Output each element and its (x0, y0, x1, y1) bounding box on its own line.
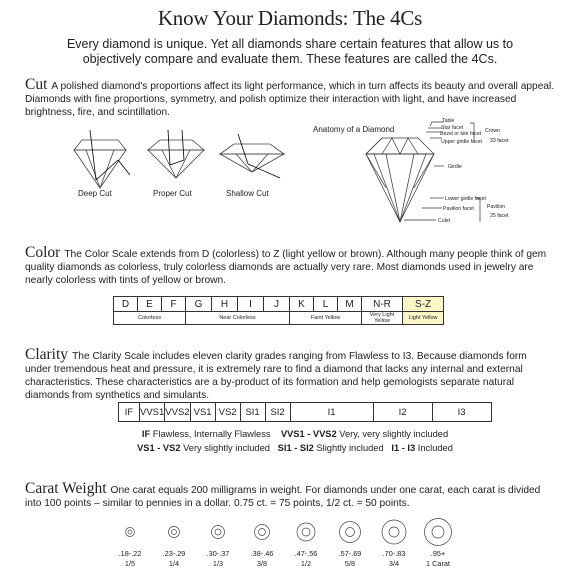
carat-fraction: 1/5 (124, 559, 136, 568)
color-group: Very Light Yellow (362, 312, 403, 325)
carat-fraction: 1/2 (300, 559, 312, 568)
clarity-grade: SI1 (240, 403, 265, 422)
carat-icon-8 (425, 519, 452, 546)
color-section (25, 246, 550, 287)
legend-desc: Very slightly included (183, 443, 270, 453)
carat-range: .70-.83 (382, 549, 406, 558)
legend-desc: Slightly included (316, 443, 384, 453)
carat-range: .57-.69 (338, 549, 362, 558)
carat-size (285, 549, 327, 569)
carat-size (329, 549, 371, 569)
carat-size-icons (110, 516, 480, 548)
carat-heading: Carat Weight (25, 480, 107, 497)
clarity-grade: VS2 (215, 403, 240, 422)
clarity-grade: I3 (432, 403, 491, 422)
carat-icon-5 (297, 523, 315, 541)
color-grade: N-R (362, 297, 403, 312)
page-title: Know Your Diamonds: The 4Cs (157, 6, 423, 30)
label-pavilion: Pavilion (487, 204, 506, 210)
shallow-cut-label: Shallow Cut (226, 189, 269, 198)
carat-fraction: 1/3 (212, 559, 224, 568)
label-pavilion-count: 25 facet (490, 213, 509, 219)
color-grade: F (162, 297, 186, 312)
deep-cut-icon (74, 130, 130, 188)
anatomy-title: Anatomy of a Diamond (313, 125, 395, 134)
carat-fraction: 1/4 (168, 559, 180, 568)
carat-range: .30-.37 (206, 549, 230, 558)
legend-desc: Flawless, Internally Flawless (152, 429, 271, 439)
legend-code: IF (141, 429, 151, 439)
carat-fraction: 3/8 (256, 559, 268, 568)
color-grade: D (114, 297, 138, 312)
label-star: Star facet (441, 125, 464, 131)
carat-range: .38-.46 (250, 549, 274, 558)
clarity-section (25, 348, 550, 402)
color-group: Near Colorless (186, 312, 290, 325)
clarity-grade: IF (119, 403, 140, 422)
label-upper-girdle: Upper girdle facet (441, 139, 482, 145)
legend-code: SI1 - SI2 (277, 443, 314, 453)
anatomy-diagram-icon (360, 118, 510, 230)
color-group: Light Yellow (403, 312, 444, 325)
color-grade: I (238, 297, 264, 312)
carat-range: .23-.29 (162, 549, 186, 558)
label-table: Table (442, 118, 455, 124)
color-text: The Color Scale extends from D (colorless) to Z (light yellow or brown). Although many people think of gem quality diamonds as colorless, truly colorless diamonds are actually very rare. Most diamonds used in jewelry are nearly colorless with tints of yellow or brown. (25, 249, 547, 286)
legend-code: I1 - I3 (391, 443, 416, 453)
label-girdle: Girdle (448, 164, 462, 170)
carat-icon-6 (340, 522, 361, 543)
clarity-scale-table (118, 402, 492, 422)
carat-range: .18-.22 (118, 549, 142, 558)
proper-cut-icon (148, 130, 204, 178)
legend-desc: Included (417, 443, 453, 453)
clarity-heading: Clarity (25, 346, 69, 363)
intro-text: Every diamond is unique. Yet all diamonds share certain features that allow us to objectively compare and evaluate them. These features are called the 4Cs. (66, 37, 514, 66)
color-grade: L (314, 297, 338, 312)
carat-size (373, 549, 415, 569)
proper-cut-label: Proper Cut (153, 189, 192, 198)
carat-icon-3 (212, 526, 225, 539)
deep-cut-label: Deep Cut (78, 189, 112, 198)
carat-fraction: 3/4 (388, 559, 400, 568)
carat-size (241, 549, 283, 569)
clarity-grade: I1 (290, 403, 373, 422)
color-grade: K (290, 297, 314, 312)
carat-fraction: 5/8 (344, 559, 356, 568)
carat-fraction: 1 Carat (426, 559, 450, 568)
color-grade: S-Z (403, 297, 444, 312)
color-grade: M (338, 297, 362, 312)
carat-icon-2 (169, 527, 180, 538)
color-grade: J (264, 297, 290, 312)
color-scale-table (113, 296, 444, 325)
cut-heading: Cut (25, 76, 48, 93)
clarity-text: The Clarity Scale includes eleven clarity grades ranging from Flawless to I3. Because diamonds form under tremendous heat and pressure, it is extremely rare to find a diamond that lacks any internal and external characteristics. These characteristics are a by-product of its formation and help gemologists separate natural diamonds from synthetics and simulants. (25, 351, 527, 401)
label-crown-count: 33 facet (490, 138, 509, 144)
carat-size (109, 549, 151, 569)
clarity-grade: VVS2 (165, 403, 190, 422)
color-grade: E (138, 297, 162, 312)
color-grade: G (186, 297, 212, 312)
clarity-legend (60, 427, 530, 455)
legend-code: VVS1 - VVS2 (280, 429, 337, 439)
cut-text: A polished diamond's proportions affect its light performance, which in turn affects its beauty and overall appeal. Diamonds with fine proportions, symmetry, and polish optimize their interaction with light, and have increased brightness, fire, and scintillation. (25, 81, 555, 118)
legend-desc: Very, very slightly included (339, 429, 449, 439)
clarity-grade: VS1 (190, 403, 215, 422)
color-group: Colorless (114, 312, 186, 325)
label-bezel: Bezel or kite facet (440, 131, 482, 137)
carat-section (25, 482, 550, 510)
cut-section (25, 78, 555, 119)
carat-text: One carat equals 200 milligrams in weight. For diamonds under one carat, each carat is divided into 100 points – similar to pennies in a dollar. 0.75 ct. = 75 points, 1/2 ct. = 50 points. (25, 485, 541, 509)
shallow-cut-icon (220, 134, 284, 178)
carat-icon-4 (255, 525, 270, 540)
carat-range: .95+ (430, 549, 446, 558)
label-culet: Culet (438, 218, 451, 224)
label-crown: Crown (485, 128, 500, 134)
carat-size (197, 549, 239, 569)
carat-size (417, 549, 459, 569)
carat-icon-1 (126, 528, 135, 537)
label-pavilion-facet: Pavilion facet (443, 206, 474, 212)
label-lower-girdle: Lower girdle facet (445, 196, 486, 202)
clarity-grade: I2 (373, 403, 432, 422)
carat-size (153, 549, 195, 569)
clarity-grade: SI2 (265, 403, 290, 422)
legend-code: VS1 - VS2 (137, 443, 181, 453)
color-group: Faint Yellow (290, 312, 362, 325)
carat-icon-7 (382, 520, 406, 544)
clarity-grade: VVS1 (140, 403, 165, 422)
color-grade: H (212, 297, 238, 312)
carat-range: .47-.56 (294, 549, 318, 558)
color-heading: Color (25, 244, 61, 261)
